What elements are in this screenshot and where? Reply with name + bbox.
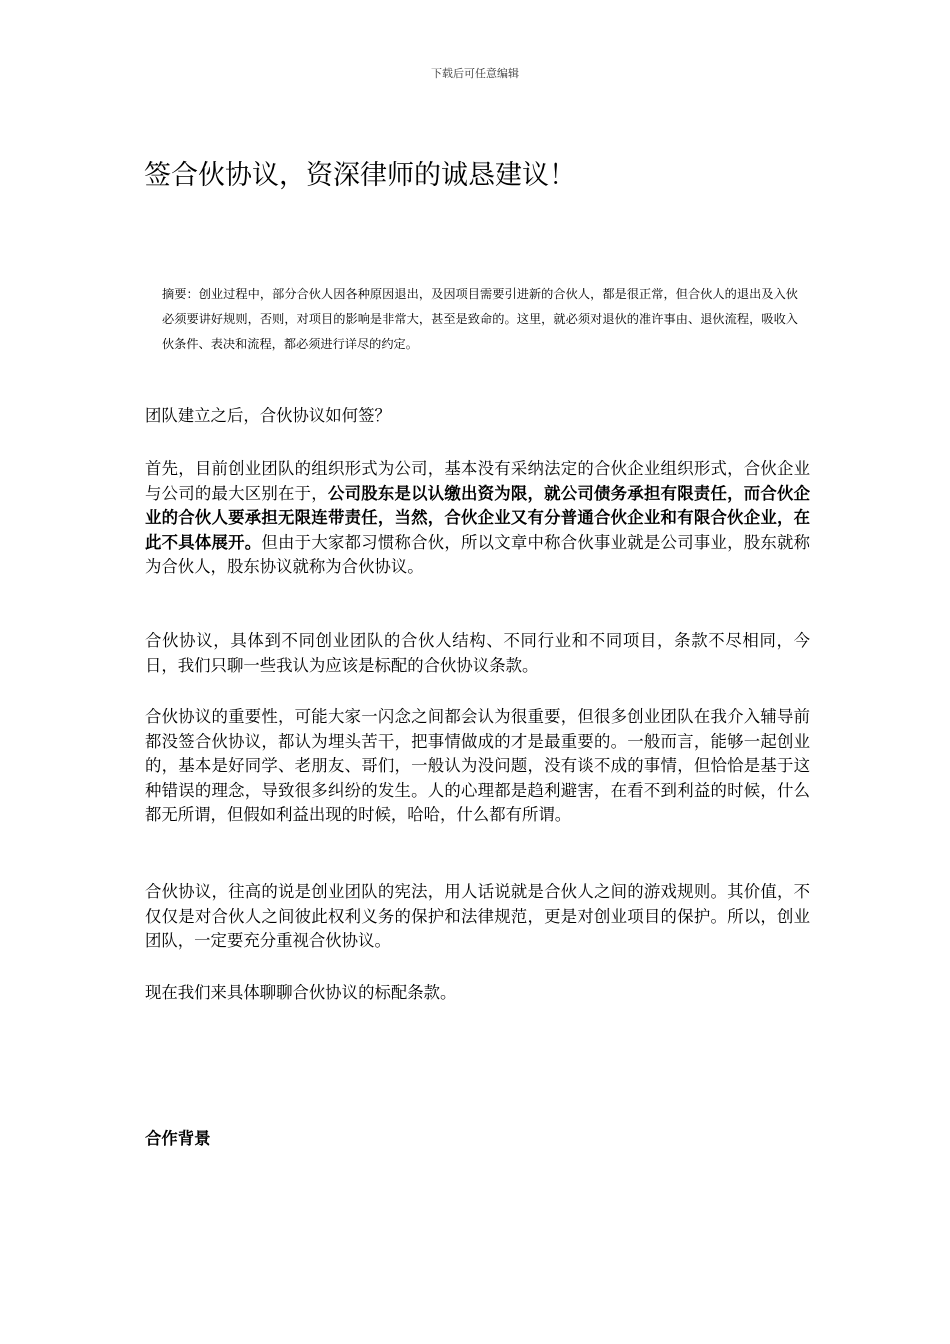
paragraph-first-emphasis: 公司股东是以认缴出资为限，就公司债务承担有限责任，而合伙企业的合伙人要承担无限连带责任，当然，合伙企业又有分普通合伙企业和有限合伙企业，在此不具体展开。: [145, 483, 811, 552]
section-heading: 合作背景: [145, 1129, 211, 1148]
paragraph-question: 团队建立之后，合伙协议如何签？: [145, 406, 391, 425]
paragraph-fourth: 合伙协议，往高的说是创业团队的宪法，用人话说就是合伙人之间的游戏规则。其价值，不仅仅是对合伙人之间彼此权利义务的保护和法律规范，更是对创业项目的保护。所以，创业团队，一定要充分重视合伙协议。: [145, 882, 810, 950]
abstract-paragraph: 摘要：创业过程中，部分合伙人因各种原因退出，及因项目需要引进新的合伙人，都是很正常，但合伙人的退出及入伙必须要讲好规则，否则，对项目的影响是非常大，甚至是致命的。这里，就必须对退伙的准许事由、退伙流程，吸收入伙条件、表决和流程，都必须进行详尽的约定。: [162, 287, 798, 351]
paragraph-fifth: 现在我们来具体聊聊合伙协议的标配条款。: [145, 983, 457, 1002]
page-header-note: 下载后可任意编辑: [431, 67, 519, 80]
paragraph-first-conclusion: 但由于大家都习惯称合伙，所以文章中称合伙事业就是公司事业，股东就称为合伙人，股东协议就称为合伙协议。: [145, 532, 811, 576]
paragraph-first-intro: 首先，目前创业团队的组织形式为公司，基本没有采纳法定的合伙企业组织形式，合伙企业与公司的最大区别在于，: [145, 459, 810, 503]
paragraph-first: [145, 457, 810, 580]
paragraph-second: 合伙协议，具体到不同创业团队的合伙人结构、不同行业和不同项目，条款不尽相同，今日，我们只聊一些我认为应该是标配的合伙协议条款。: [145, 631, 810, 675]
paragraph-third: 合伙协议的重要性，可能大家一闪念之间都会认为很重要，但很多创业团队在我介入辅导前都没签合伙协议，都认为埋头苦干，把事情做成的才是最重要的。一般而言，能够一起创业的，基本是好同学、老朋友、哥们，一般认为没问题，没有谈不成的事情，但恰恰是基于这种错误的理念，导致很多纠纷的发生。人的心理都是趋利避害，在看不到利益的时候，什么都无所谓，但假如利益出现的时候，哈哈，什么都有所谓。: [145, 707, 810, 824]
page-title: 签合伙协议，资深律师的诚恳建议！: [144, 160, 576, 191]
